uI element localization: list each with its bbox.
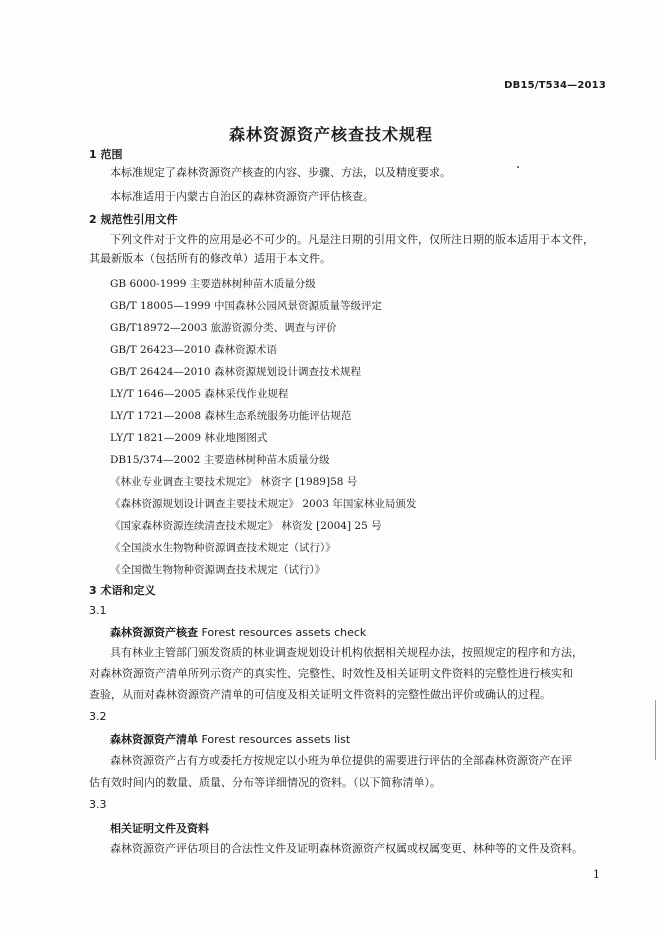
page-number: 1	[593, 868, 600, 881]
reference-item: GB 6000-1999 主要造林树种苗木质量分级	[110, 278, 316, 290]
references-intro-line-1: 下列文件对于文件的应用是必不可少的。凡是注日期的引用文件，仅所注日期的版本适用于本文件，	[110, 233, 594, 246]
term-number: 3.3	[89, 798, 107, 811]
term-name-en: Forest resources assets list	[201, 733, 351, 746]
term-name-cn: 森林资源资产清单	[110, 733, 198, 746]
reference-item: GB/T18972—2003 旅游资源分类、调查与评价	[110, 322, 337, 334]
term-definition-line: 对森林资源资产清单所列示资产的真实性、完整性、时效性及相关证明文件资料的完整性进行核实和	[89, 667, 573, 680]
reference-item: DB15/374—2002 主要造林树种苗木质量分级	[110, 454, 330, 466]
reference-item: 《国家森林资源连续清查技术规定》 林资发 [2004] 25 号	[110, 520, 382, 532]
term-title	[110, 624, 366, 640]
reference-item: LY/T 1821—2009 林业地图图式	[110, 432, 268, 444]
reference-item: 《全国微生物物种资源调查技术规定（试行）》	[110, 564, 326, 576]
term-definition-line: 森林资源资产评估项目的合法性文件及证明森林资源资产权属或权属变更、林种等的文件及资料。	[110, 842, 583, 855]
reference-item: 《林业专业调查主要技术规定》 林资字 [1989]58 号	[110, 476, 358, 488]
term-name-cn: 相关证明文件及资料	[110, 822, 209, 835]
scope-paragraph-1: 本标准规定了森林资源资产核查的内容、步骤、方法，以及精度要求。	[110, 166, 451, 179]
references-intro-line-2: 其最新版本（包括所有的修改单）适用于本文件。	[89, 252, 331, 265]
standard-number: DB15/T534—2013	[504, 80, 606, 91]
term-definition-line: 具有林业主管部门颁发资质的林业调查规划设计机构依据相关规程办法，按照规定的程序和方法，	[110, 646, 583, 659]
section-heading-terms: 3 术语和定义	[89, 584, 156, 597]
section-heading-references: 2 规范性引用文件	[89, 213, 178, 226]
reference-item: LY/T 1646—2005 森林采伐作业规程	[110, 388, 289, 400]
term-title	[110, 731, 350, 747]
term-definition-line: 查验，从而对森林资源资产清单的可信度及相关证明文件资料的完整性做出评价或确认的过程。	[89, 688, 551, 701]
section-heading-scope: 1 范围	[89, 148, 123, 161]
reference-item: 《森林资源规划设计调查主要技术规定》 2003 年国家林业局颁发	[110, 498, 417, 510]
reference-item: LY/T 1721—2008 森林生态系统服务功能评估规范	[110, 410, 352, 422]
scan-speck	[517, 166, 519, 168]
term-title	[110, 820, 209, 836]
term-name-en: Forest resources assets check	[201, 626, 367, 639]
reference-item: GB/T 18005—1999 中国森林公园风景资源质量等级评定	[110, 300, 382, 312]
document-title: 森林资源资产核查技术规程	[228, 125, 433, 144]
term-number: 3.2	[89, 710, 107, 723]
scope-paragraph-2: 本标准适用于内蒙古自治区的森林资源资产评估核查。	[110, 190, 374, 203]
term-number: 3.1	[89, 604, 107, 617]
reference-item: 《全国淡水生物物种资源调查技术规定（试行）》	[110, 542, 336, 554]
reference-item: GB/T 26423—2010 森林资源术语	[110, 344, 277, 356]
reference-item: GB/T 26424—2010 森林资源规划设计调查技术规程	[110, 366, 361, 378]
term-definition-line: 森林资源资产占有方或委托方按规定以小班为单位提供的需要进行评估的全部森林资源资产在评	[110, 754, 572, 767]
term-name-cn: 森林资源资产核查	[110, 626, 198, 639]
term-definition-line: 估有效时间内的数量、质量、分布等详细情况的资料。（以下简称清单）。	[89, 776, 441, 789]
scan-edge-line	[655, 700, 656, 760]
